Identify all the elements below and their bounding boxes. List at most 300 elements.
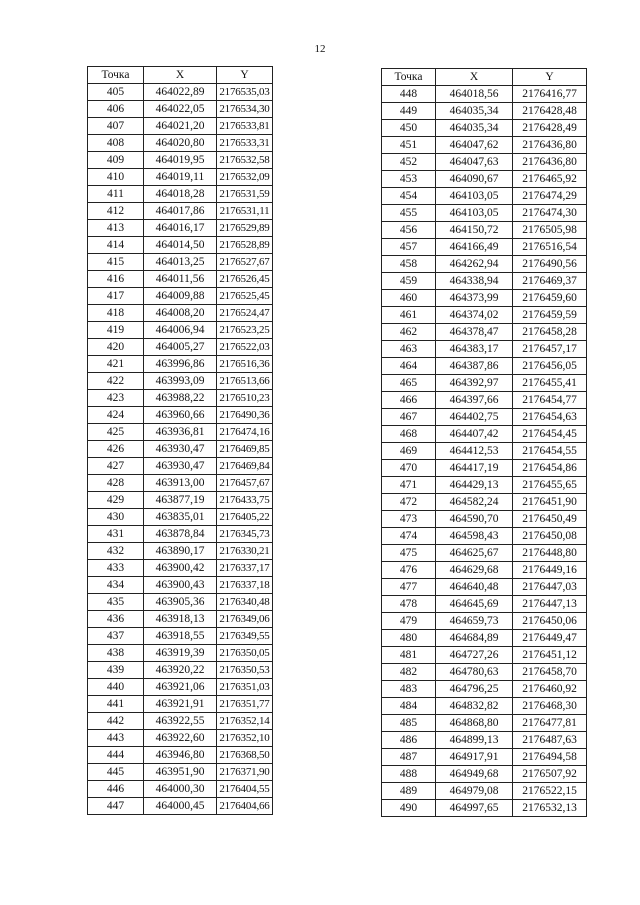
point-cell: 455 xyxy=(382,205,436,222)
y-cell: 2176531,59 xyxy=(217,186,273,203)
table-row xyxy=(88,305,273,322)
point-cell: 427 xyxy=(88,458,144,475)
table-row xyxy=(88,475,273,492)
table-row xyxy=(382,800,587,817)
x-cell: 464103,05 xyxy=(436,205,513,222)
y-cell: 2176350,53 xyxy=(217,662,273,679)
y-cell: 2176454,55 xyxy=(513,443,587,460)
table-row xyxy=(88,271,273,288)
point-cell: 432 xyxy=(88,543,144,560)
y-cell: 2176528,89 xyxy=(217,237,273,254)
y-cell: 2176405,22 xyxy=(217,509,273,526)
y-cell: 2176454,86 xyxy=(513,460,587,477)
x-cell: 463922,55 xyxy=(144,713,217,730)
point-cell: 450 xyxy=(382,120,436,137)
point-cell: 408 xyxy=(88,135,144,152)
point-cell: 405 xyxy=(88,84,144,101)
table-row xyxy=(88,373,273,390)
table-row xyxy=(382,392,587,409)
x-cell: 463996,86 xyxy=(144,356,217,373)
y-cell: 2176449,47 xyxy=(513,630,587,647)
x-cell: 463900,43 xyxy=(144,577,217,594)
table-row xyxy=(88,458,273,475)
x-cell: 464780,63 xyxy=(436,664,513,681)
y-cell: 2176465,92 xyxy=(513,171,587,188)
point-cell: 487 xyxy=(382,749,436,766)
table-row xyxy=(382,664,587,681)
table-row xyxy=(88,339,273,356)
table-row xyxy=(88,441,273,458)
point-cell: 472 xyxy=(382,494,436,511)
point-cell: 460 xyxy=(382,290,436,307)
x-cell: 463921,06 xyxy=(144,679,217,696)
point-cell: 433 xyxy=(88,560,144,577)
point-cell: 407 xyxy=(88,118,144,135)
point-cell: 416 xyxy=(88,271,144,288)
table-row xyxy=(88,492,273,509)
x-cell: 464006,94 xyxy=(144,322,217,339)
header-point: Точка xyxy=(88,67,144,84)
point-cell: 458 xyxy=(382,256,436,273)
point-cell: 415 xyxy=(88,254,144,271)
x-cell: 464684,89 xyxy=(436,630,513,647)
x-cell: 464832,82 xyxy=(436,698,513,715)
table-row xyxy=(382,375,587,392)
table-row xyxy=(88,560,273,577)
point-cell: 454 xyxy=(382,188,436,205)
point-cell: 413 xyxy=(88,220,144,237)
y-cell: 2176469,84 xyxy=(217,458,273,475)
table-row xyxy=(382,562,587,579)
table-row xyxy=(382,579,587,596)
point-cell: 430 xyxy=(88,509,144,526)
table-row xyxy=(382,137,587,154)
point-cell: 435 xyxy=(88,594,144,611)
x-cell: 463993,09 xyxy=(144,373,217,390)
point-cell: 462 xyxy=(382,324,436,341)
y-cell: 2176456,05 xyxy=(513,358,587,375)
x-cell: 464000,45 xyxy=(144,798,217,815)
point-cell: 441 xyxy=(88,696,144,713)
y-cell: 2176351,03 xyxy=(217,679,273,696)
header-y: Y xyxy=(513,69,587,86)
x-cell: 464412,53 xyxy=(436,443,513,460)
point-cell: 409 xyxy=(88,152,144,169)
y-cell: 2176459,60 xyxy=(513,290,587,307)
coordinates-table-left xyxy=(87,66,273,815)
x-cell: 464338,94 xyxy=(436,273,513,290)
header-x: X xyxy=(144,67,217,84)
table-row xyxy=(382,511,587,528)
x-cell: 463878,84 xyxy=(144,526,217,543)
y-cell: 2176513,66 xyxy=(217,373,273,390)
point-cell: 434 xyxy=(88,577,144,594)
y-cell: 2176474,29 xyxy=(513,188,587,205)
point-cell: 478 xyxy=(382,596,436,613)
table-row xyxy=(382,120,587,137)
table-row xyxy=(88,203,273,220)
point-cell: 411 xyxy=(88,186,144,203)
point-cell: 456 xyxy=(382,222,436,239)
table-row xyxy=(382,341,587,358)
x-cell: 464407,42 xyxy=(436,426,513,443)
y-cell: 2176516,54 xyxy=(513,239,587,256)
y-cell: 2176349,55 xyxy=(217,628,273,645)
x-cell: 464979,08 xyxy=(436,783,513,800)
header-point: Точка xyxy=(382,69,436,86)
x-cell: 464917,91 xyxy=(436,749,513,766)
x-cell: 464018,56 xyxy=(436,86,513,103)
x-cell: 463877,19 xyxy=(144,492,217,509)
y-cell: 2176490,56 xyxy=(513,256,587,273)
header-y: Y xyxy=(217,67,273,84)
table-row xyxy=(382,290,587,307)
x-cell: 464019,11 xyxy=(144,169,217,186)
y-cell: 2176337,17 xyxy=(217,560,273,577)
table-row xyxy=(88,628,273,645)
x-cell: 464262,94 xyxy=(436,256,513,273)
y-cell: 2176534,30 xyxy=(217,101,273,118)
x-cell: 464011,56 xyxy=(144,271,217,288)
table-row xyxy=(382,477,587,494)
y-cell: 2176526,45 xyxy=(217,271,273,288)
y-cell: 2176330,21 xyxy=(217,543,273,560)
point-cell: 466 xyxy=(382,392,436,409)
y-cell: 2176510,23 xyxy=(217,390,273,407)
y-cell: 2176450,06 xyxy=(513,613,587,630)
y-cell: 2176460,92 xyxy=(513,681,587,698)
point-cell: 453 xyxy=(382,171,436,188)
point-cell: 406 xyxy=(88,101,144,118)
table-row xyxy=(382,239,587,256)
table-row xyxy=(88,679,273,696)
table-row xyxy=(382,460,587,477)
table-row xyxy=(88,798,273,815)
y-cell: 2176450,08 xyxy=(513,528,587,545)
y-cell: 2176428,49 xyxy=(513,120,587,137)
table-row xyxy=(382,205,587,222)
y-cell: 2176474,30 xyxy=(513,205,587,222)
x-cell: 463936,81 xyxy=(144,424,217,441)
y-cell: 2176535,03 xyxy=(217,84,273,101)
table-row xyxy=(382,647,587,664)
table-row xyxy=(382,596,587,613)
y-cell: 2176469,85 xyxy=(217,441,273,458)
point-cell: 457 xyxy=(382,239,436,256)
table-row xyxy=(88,611,273,628)
point-cell: 423 xyxy=(88,390,144,407)
y-cell: 2176532,58 xyxy=(217,152,273,169)
y-cell: 2176505,98 xyxy=(513,222,587,239)
table-row xyxy=(382,103,587,120)
table-row xyxy=(88,288,273,305)
x-cell: 464429,13 xyxy=(436,477,513,494)
point-cell: 459 xyxy=(382,273,436,290)
table-row xyxy=(88,696,273,713)
point-cell: 443 xyxy=(88,730,144,747)
point-cell: 482 xyxy=(382,664,436,681)
x-cell: 464378,47 xyxy=(436,324,513,341)
x-cell: 464640,48 xyxy=(436,579,513,596)
x-cell: 464659,73 xyxy=(436,613,513,630)
x-cell: 464014,50 xyxy=(144,237,217,254)
x-cell: 464019,95 xyxy=(144,152,217,169)
table-row xyxy=(382,545,587,562)
y-cell: 2176436,80 xyxy=(513,154,587,171)
y-cell: 2176345,73 xyxy=(217,526,273,543)
point-cell: 463 xyxy=(382,341,436,358)
y-cell: 2176532,13 xyxy=(513,800,587,817)
header-x: X xyxy=(436,69,513,86)
table-row xyxy=(88,407,273,424)
y-cell: 2176469,37 xyxy=(513,273,587,290)
point-cell: 428 xyxy=(88,475,144,492)
table-row xyxy=(88,169,273,186)
point-cell: 469 xyxy=(382,443,436,460)
y-cell: 2176523,25 xyxy=(217,322,273,339)
y-cell: 2176458,70 xyxy=(513,664,587,681)
y-cell: 2176533,81 xyxy=(217,118,273,135)
table-header-row xyxy=(88,67,273,84)
point-cell: 410 xyxy=(88,169,144,186)
y-cell: 2176522,03 xyxy=(217,339,273,356)
y-cell: 2176349,06 xyxy=(217,611,273,628)
table-row xyxy=(382,766,587,783)
y-cell: 2176449,16 xyxy=(513,562,587,579)
table-row xyxy=(88,577,273,594)
y-cell: 2176459,59 xyxy=(513,307,587,324)
x-cell: 464005,27 xyxy=(144,339,217,356)
point-cell: 444 xyxy=(88,747,144,764)
x-cell: 464629,68 xyxy=(436,562,513,579)
y-cell: 2176458,28 xyxy=(513,324,587,341)
y-cell: 2176351,77 xyxy=(217,696,273,713)
x-cell: 464022,89 xyxy=(144,84,217,101)
x-cell: 464047,62 xyxy=(436,137,513,154)
x-cell: 463919,39 xyxy=(144,645,217,662)
table-row xyxy=(88,645,273,662)
x-cell: 464035,34 xyxy=(436,103,513,120)
y-cell: 2176371,90 xyxy=(217,764,273,781)
point-cell: 424 xyxy=(88,407,144,424)
point-cell: 418 xyxy=(88,305,144,322)
point-cell: 488 xyxy=(382,766,436,783)
table-row xyxy=(382,732,587,749)
x-cell: 463835,01 xyxy=(144,509,217,526)
table-row xyxy=(88,424,273,441)
point-cell: 480 xyxy=(382,630,436,647)
x-cell: 464899,13 xyxy=(436,732,513,749)
x-cell: 464020,80 xyxy=(144,135,217,152)
table-row xyxy=(382,681,587,698)
x-cell: 463913,00 xyxy=(144,475,217,492)
y-cell: 2176337,18 xyxy=(217,577,273,594)
point-cell: 467 xyxy=(382,409,436,426)
point-cell: 449 xyxy=(382,103,436,120)
y-cell: 2176522,15 xyxy=(513,783,587,800)
table-row xyxy=(88,101,273,118)
point-cell: 490 xyxy=(382,800,436,817)
table-row xyxy=(382,86,587,103)
y-cell: 2176352,14 xyxy=(217,713,273,730)
point-cell: 464 xyxy=(382,358,436,375)
y-cell: 2176516,36 xyxy=(217,356,273,373)
table-row xyxy=(382,715,587,732)
y-cell: 2176494,58 xyxy=(513,749,587,766)
x-cell: 463918,55 xyxy=(144,628,217,645)
y-cell: 2176451,12 xyxy=(513,647,587,664)
y-cell: 2176455,65 xyxy=(513,477,587,494)
table-row xyxy=(88,509,273,526)
point-cell: 417 xyxy=(88,288,144,305)
point-cell: 429 xyxy=(88,492,144,509)
y-cell: 2176416,77 xyxy=(513,86,587,103)
x-cell: 463900,42 xyxy=(144,560,217,577)
y-cell: 2176436,80 xyxy=(513,137,587,154)
x-cell: 464373,99 xyxy=(436,290,513,307)
table-row xyxy=(382,443,587,460)
y-cell: 2176477,81 xyxy=(513,715,587,732)
table-header-row xyxy=(382,69,587,86)
table-row xyxy=(88,254,273,271)
table-row xyxy=(88,220,273,237)
x-cell: 464021,20 xyxy=(144,118,217,135)
table-row xyxy=(88,543,273,560)
x-cell: 464022,05 xyxy=(144,101,217,118)
y-cell: 2176454,63 xyxy=(513,409,587,426)
y-cell: 2176447,13 xyxy=(513,596,587,613)
table-row xyxy=(382,324,587,341)
point-cell: 412 xyxy=(88,203,144,220)
point-cell: 431 xyxy=(88,526,144,543)
point-cell: 473 xyxy=(382,511,436,528)
table-row xyxy=(88,237,273,254)
y-cell: 2176352,10 xyxy=(217,730,273,747)
table-row xyxy=(382,698,587,715)
y-cell: 2176490,36 xyxy=(217,407,273,424)
table-row xyxy=(382,307,587,324)
x-cell: 464727,26 xyxy=(436,647,513,664)
x-cell: 464090,67 xyxy=(436,171,513,188)
y-cell: 2176455,41 xyxy=(513,375,587,392)
y-cell: 2176448,80 xyxy=(513,545,587,562)
x-cell: 464590,70 xyxy=(436,511,513,528)
y-cell: 2176428,48 xyxy=(513,103,587,120)
x-cell: 464103,05 xyxy=(436,188,513,205)
table-row xyxy=(382,749,587,766)
y-cell: 2176487,63 xyxy=(513,732,587,749)
point-cell: 419 xyxy=(88,322,144,339)
x-cell: 464383,17 xyxy=(436,341,513,358)
point-cell: 414 xyxy=(88,237,144,254)
table-row xyxy=(382,613,587,630)
x-cell: 463946,80 xyxy=(144,747,217,764)
table-row xyxy=(88,730,273,747)
point-cell: 438 xyxy=(88,645,144,662)
table-row xyxy=(88,662,273,679)
y-cell: 2176451,90 xyxy=(513,494,587,511)
table-row xyxy=(88,594,273,611)
x-cell: 464150,72 xyxy=(436,222,513,239)
x-cell: 464016,17 xyxy=(144,220,217,237)
y-cell: 2176457,17 xyxy=(513,341,587,358)
point-cell: 425 xyxy=(88,424,144,441)
point-cell: 439 xyxy=(88,662,144,679)
y-cell: 2176507,92 xyxy=(513,766,587,783)
point-cell: 422 xyxy=(88,373,144,390)
table-row xyxy=(382,494,587,511)
y-cell: 2176404,55 xyxy=(217,781,273,798)
point-cell: 479 xyxy=(382,613,436,630)
x-cell: 464392,97 xyxy=(436,375,513,392)
table-row xyxy=(88,781,273,798)
table-row xyxy=(382,783,587,800)
y-cell: 2176457,67 xyxy=(217,475,273,492)
x-cell: 464417,19 xyxy=(436,460,513,477)
x-cell: 463920,22 xyxy=(144,662,217,679)
table-row xyxy=(88,713,273,730)
y-cell: 2176454,45 xyxy=(513,426,587,443)
x-cell: 464009,88 xyxy=(144,288,217,305)
point-cell: 445 xyxy=(88,764,144,781)
point-cell: 440 xyxy=(88,679,144,696)
x-cell: 463930,47 xyxy=(144,458,217,475)
point-cell: 474 xyxy=(382,528,436,545)
point-cell: 471 xyxy=(382,477,436,494)
x-cell: 463922,60 xyxy=(144,730,217,747)
x-cell: 464949,68 xyxy=(436,766,513,783)
point-cell: 475 xyxy=(382,545,436,562)
point-cell: 451 xyxy=(382,137,436,154)
table-row xyxy=(382,630,587,647)
y-cell: 2176474,16 xyxy=(217,424,273,441)
y-cell: 2176340,48 xyxy=(217,594,273,611)
y-cell: 2176450,49 xyxy=(513,511,587,528)
point-cell: 465 xyxy=(382,375,436,392)
x-cell: 464868,80 xyxy=(436,715,513,732)
point-cell: 486 xyxy=(382,732,436,749)
x-cell: 463905,36 xyxy=(144,594,217,611)
y-cell: 2176533,31 xyxy=(217,135,273,152)
point-cell: 476 xyxy=(382,562,436,579)
table-row xyxy=(382,154,587,171)
table-row xyxy=(382,358,587,375)
y-cell: 2176350,05 xyxy=(217,645,273,662)
y-cell: 2176454,77 xyxy=(513,392,587,409)
table-row xyxy=(88,747,273,764)
point-cell: 483 xyxy=(382,681,436,698)
point-cell: 481 xyxy=(382,647,436,664)
point-cell: 485 xyxy=(382,715,436,732)
x-cell: 464997,65 xyxy=(436,800,513,817)
table-row xyxy=(88,322,273,339)
point-cell: 477 xyxy=(382,579,436,596)
x-cell: 464000,30 xyxy=(144,781,217,798)
table-row xyxy=(382,222,587,239)
x-cell: 464598,43 xyxy=(436,528,513,545)
y-cell: 2176527,67 xyxy=(217,254,273,271)
point-cell: 426 xyxy=(88,441,144,458)
x-cell: 464796,25 xyxy=(436,681,513,698)
point-cell: 446 xyxy=(88,781,144,798)
coordinates-table-right xyxy=(381,68,587,817)
y-cell: 2176433,75 xyxy=(217,492,273,509)
x-cell: 464018,28 xyxy=(144,186,217,203)
x-cell: 463960,66 xyxy=(144,407,217,424)
table-row xyxy=(88,526,273,543)
x-cell: 464582,24 xyxy=(436,494,513,511)
table-row xyxy=(88,118,273,135)
